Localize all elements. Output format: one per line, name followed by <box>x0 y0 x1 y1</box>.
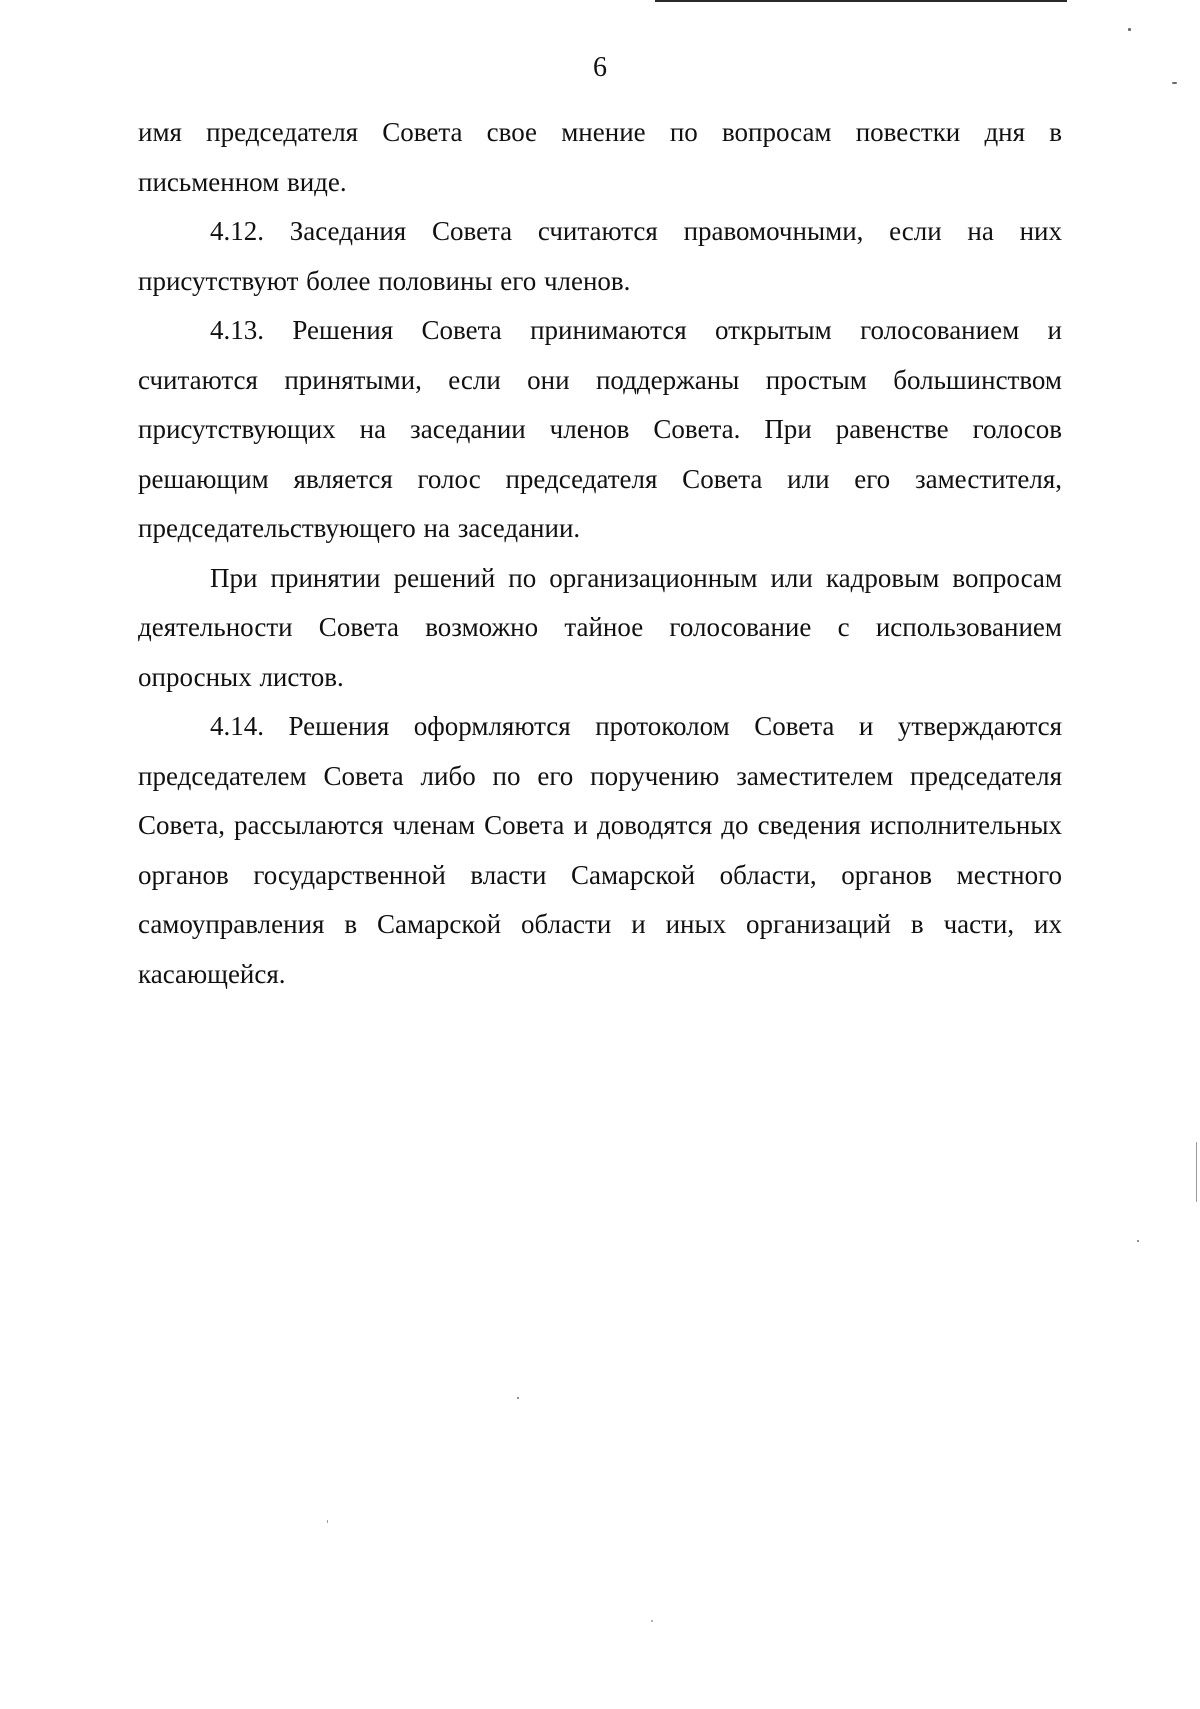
scan-speck <box>327 1520 328 1523</box>
paragraph-4-13: 4.13. Решения Совета принимаются открытым голосованием и считаются принятыми, если они поддержаны простым большинством присутствующих на заседании членов Совета. При равенстве голосов решающим является голос председателя Совета или его заместителя, председательствующего на заседании. <box>138 315 1062 543</box>
scan-speck <box>517 1397 519 1399</box>
scan-speck <box>1128 28 1131 31</box>
scan-speck <box>1137 1240 1139 1242</box>
document-body <box>138 108 1062 999</box>
paragraph-4-14: 4.14. Решения оформляются протоколом Совета и утверждаются председателем Совета либо по его поручению заместителем председателя Совета, рассылаются членам Совета и доводятся до сведения исполнительных органов государственной власти Самарской области, органов местного самоуправления в Самарской области и иных организаций в части, их касающейся. <box>138 711 1062 989</box>
page-number: 6 <box>593 52 607 83</box>
paragraph-continuation: имя председателя Совета свое мнение по вопросам повестки дня в письменном виде. <box>138 117 1062 197</box>
paragraph-secret-vote: При принятии решений по организационным или кадровым вопросам деятельности Совета возможно тайное голосование с использованием опросных листов. <box>138 562 1062 692</box>
scan-speck <box>1172 82 1177 84</box>
paragraph-4-12: 4.12. Заседания Совета считаются правомочными, если на них присутствуют более половины его членов. <box>138 216 1062 296</box>
scan-speck <box>651 1620 653 1622</box>
scan-speck <box>1196 1142 1197 1202</box>
scan-edge-line <box>655 0 1067 2</box>
